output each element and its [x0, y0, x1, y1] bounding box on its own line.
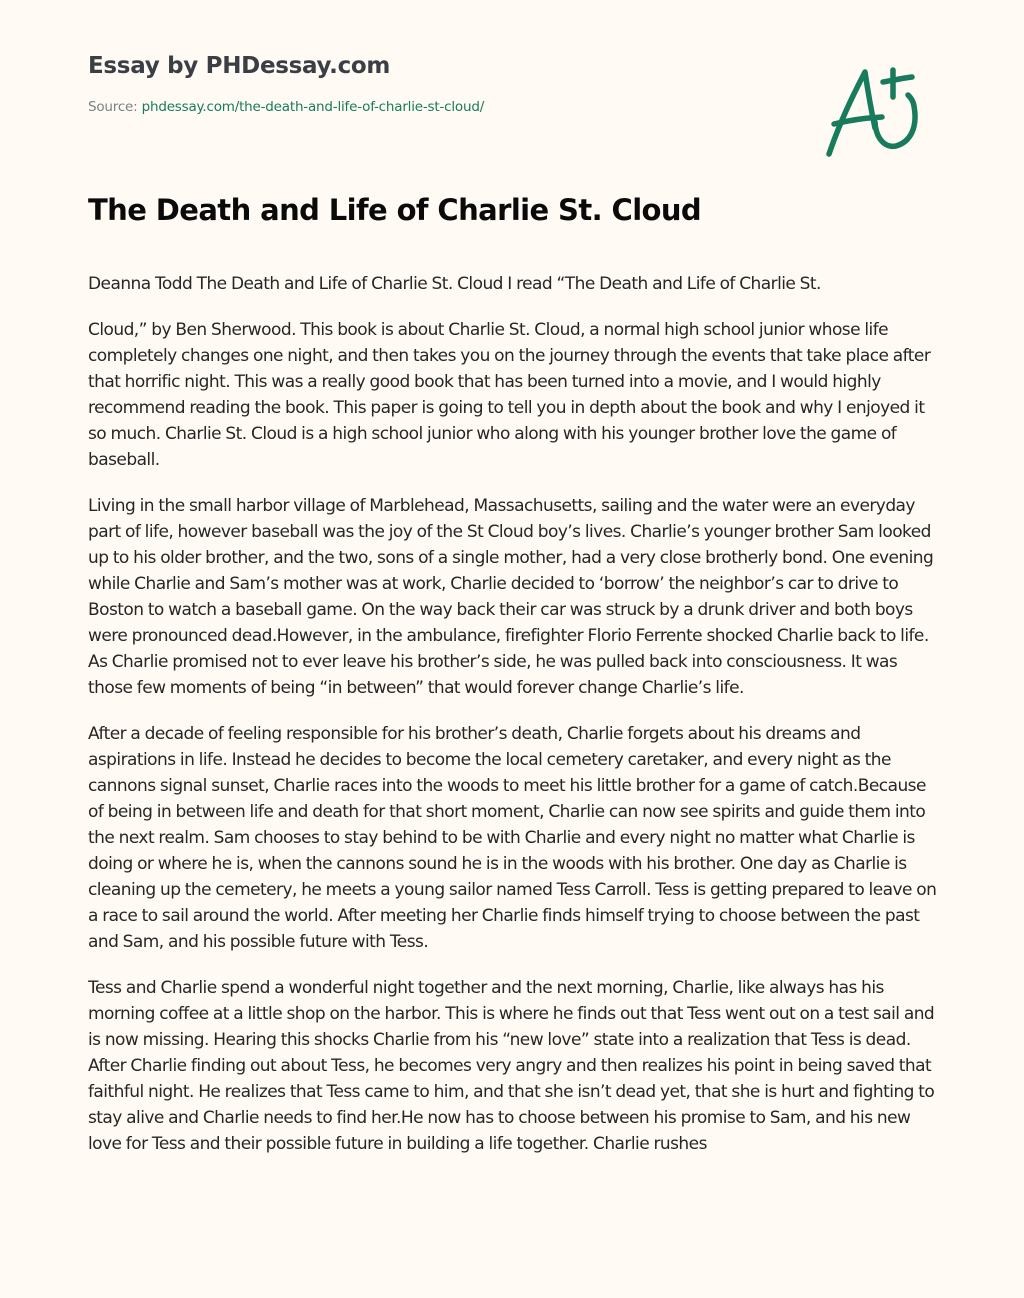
source-label: Source: [88, 99, 142, 115]
essay-paragraph-3: Living in the small harbor village of Marblehead, Massachusetts, sailing and the water were an everyday part of life, however baseball was the joy of the St Cloud boy’s lives. Charlie’s younger brother Sam looked up to his older brother, and the two, sons of a single mother, had a very close brotherly bond. One evening while Charlie and Sam’s mother was at work, Charlie decided to ‘borrow’ the neighbor’s car to drive to Boston to watch a baseball game. On the way back their car was struck by a drunk driver and both boys were pronounced dead.However, in the ambulance, firefighter Florio Ferrente shocked Charlie back to life. As Charlie promised not to ever leave his brother’s side, he was pulled back into consciousness. It was those few moments of being “in between” that would forever change Charlie’s life. [88, 496, 934, 698]
essay-title: The Death and Life of Charlie St. Cloud [88, 193, 702, 227]
site-brand: Essay by PHDessay.com [88, 53, 391, 79]
site-header [88, 50, 788, 116]
essay-paragraph-1: Deanna Todd The Death and Life of Charlie St. Cloud I read “The Death and Life of Charlie St. [88, 274, 821, 294]
essay-paragraph-2: Cloud,” by Ben Sherwood. This book is about Charlie St. Cloud, a normal high school junior whose life completely changes one night, and then takes you on the journey through the events that take place after that horrific night. This was a really good book that has been turned into a movie, and I would highly recommend reading the book. This paper is going to tell you in depth about the book and why I enjoyed it so much. Charlie St. Cloud is a high school junior who along with his younger brother love the game of baseball. [88, 320, 931, 470]
essay-paragraph-5: Tess and Charlie spend a wonderful night together and the next morning, Charlie, like always has his morning coffee at a little shop on the harbor. This is where he finds out that Tess went out on a test sail and is now missing. Hearing this shocks Charlie from his “new love” state into a realization that Tess is dead. After Charlie finding out about Tess, he becomes very angry and then realizes his point in being saved that faithful night. He realizes that Tess came to him, and that she isn’t dead yet, that she is hurt and fighting to stay alive and Charlie needs to find her.He now has to choose between his promise to Sam, and his new love for Tess and their possible future in building a life together. Charlie rushes [88, 978, 935, 1154]
source-line [88, 98, 788, 116]
essay-body [88, 271, 938, 1255]
essay-paragraph-4: After a decade of feeling responsible for his brother’s death, Charlie forgets about his dreams and aspirations in life. Instead he decides to become the local cemetery caretaker, and every night as the cannons signal sunset, Charlie races into the woods to meet his little brother for a game of catch.Because of being in between life and death for that short moment, Charlie can now see spirits and guide them into the next realm. Sam chooses to stay behind to be with Charlie and every night no matter what Charlie is doing or where he is, when the cannons sound he is in the woods with his brother. One day as Charlie is cleaning up the cemetery, he meets a young sailor named Tess Carroll. Tess is getting prepared to leave on a race to sail around the world. After meeting her Charlie finds himself trying to choose between the past and Sam, and his possible future with Tess. [88, 724, 937, 952]
source-link[interactable]: phdessay.com/the-death-and-life-of-charlie-st-cloud/ [141, 99, 485, 115]
a-plus-grade-icon [820, 62, 930, 162]
